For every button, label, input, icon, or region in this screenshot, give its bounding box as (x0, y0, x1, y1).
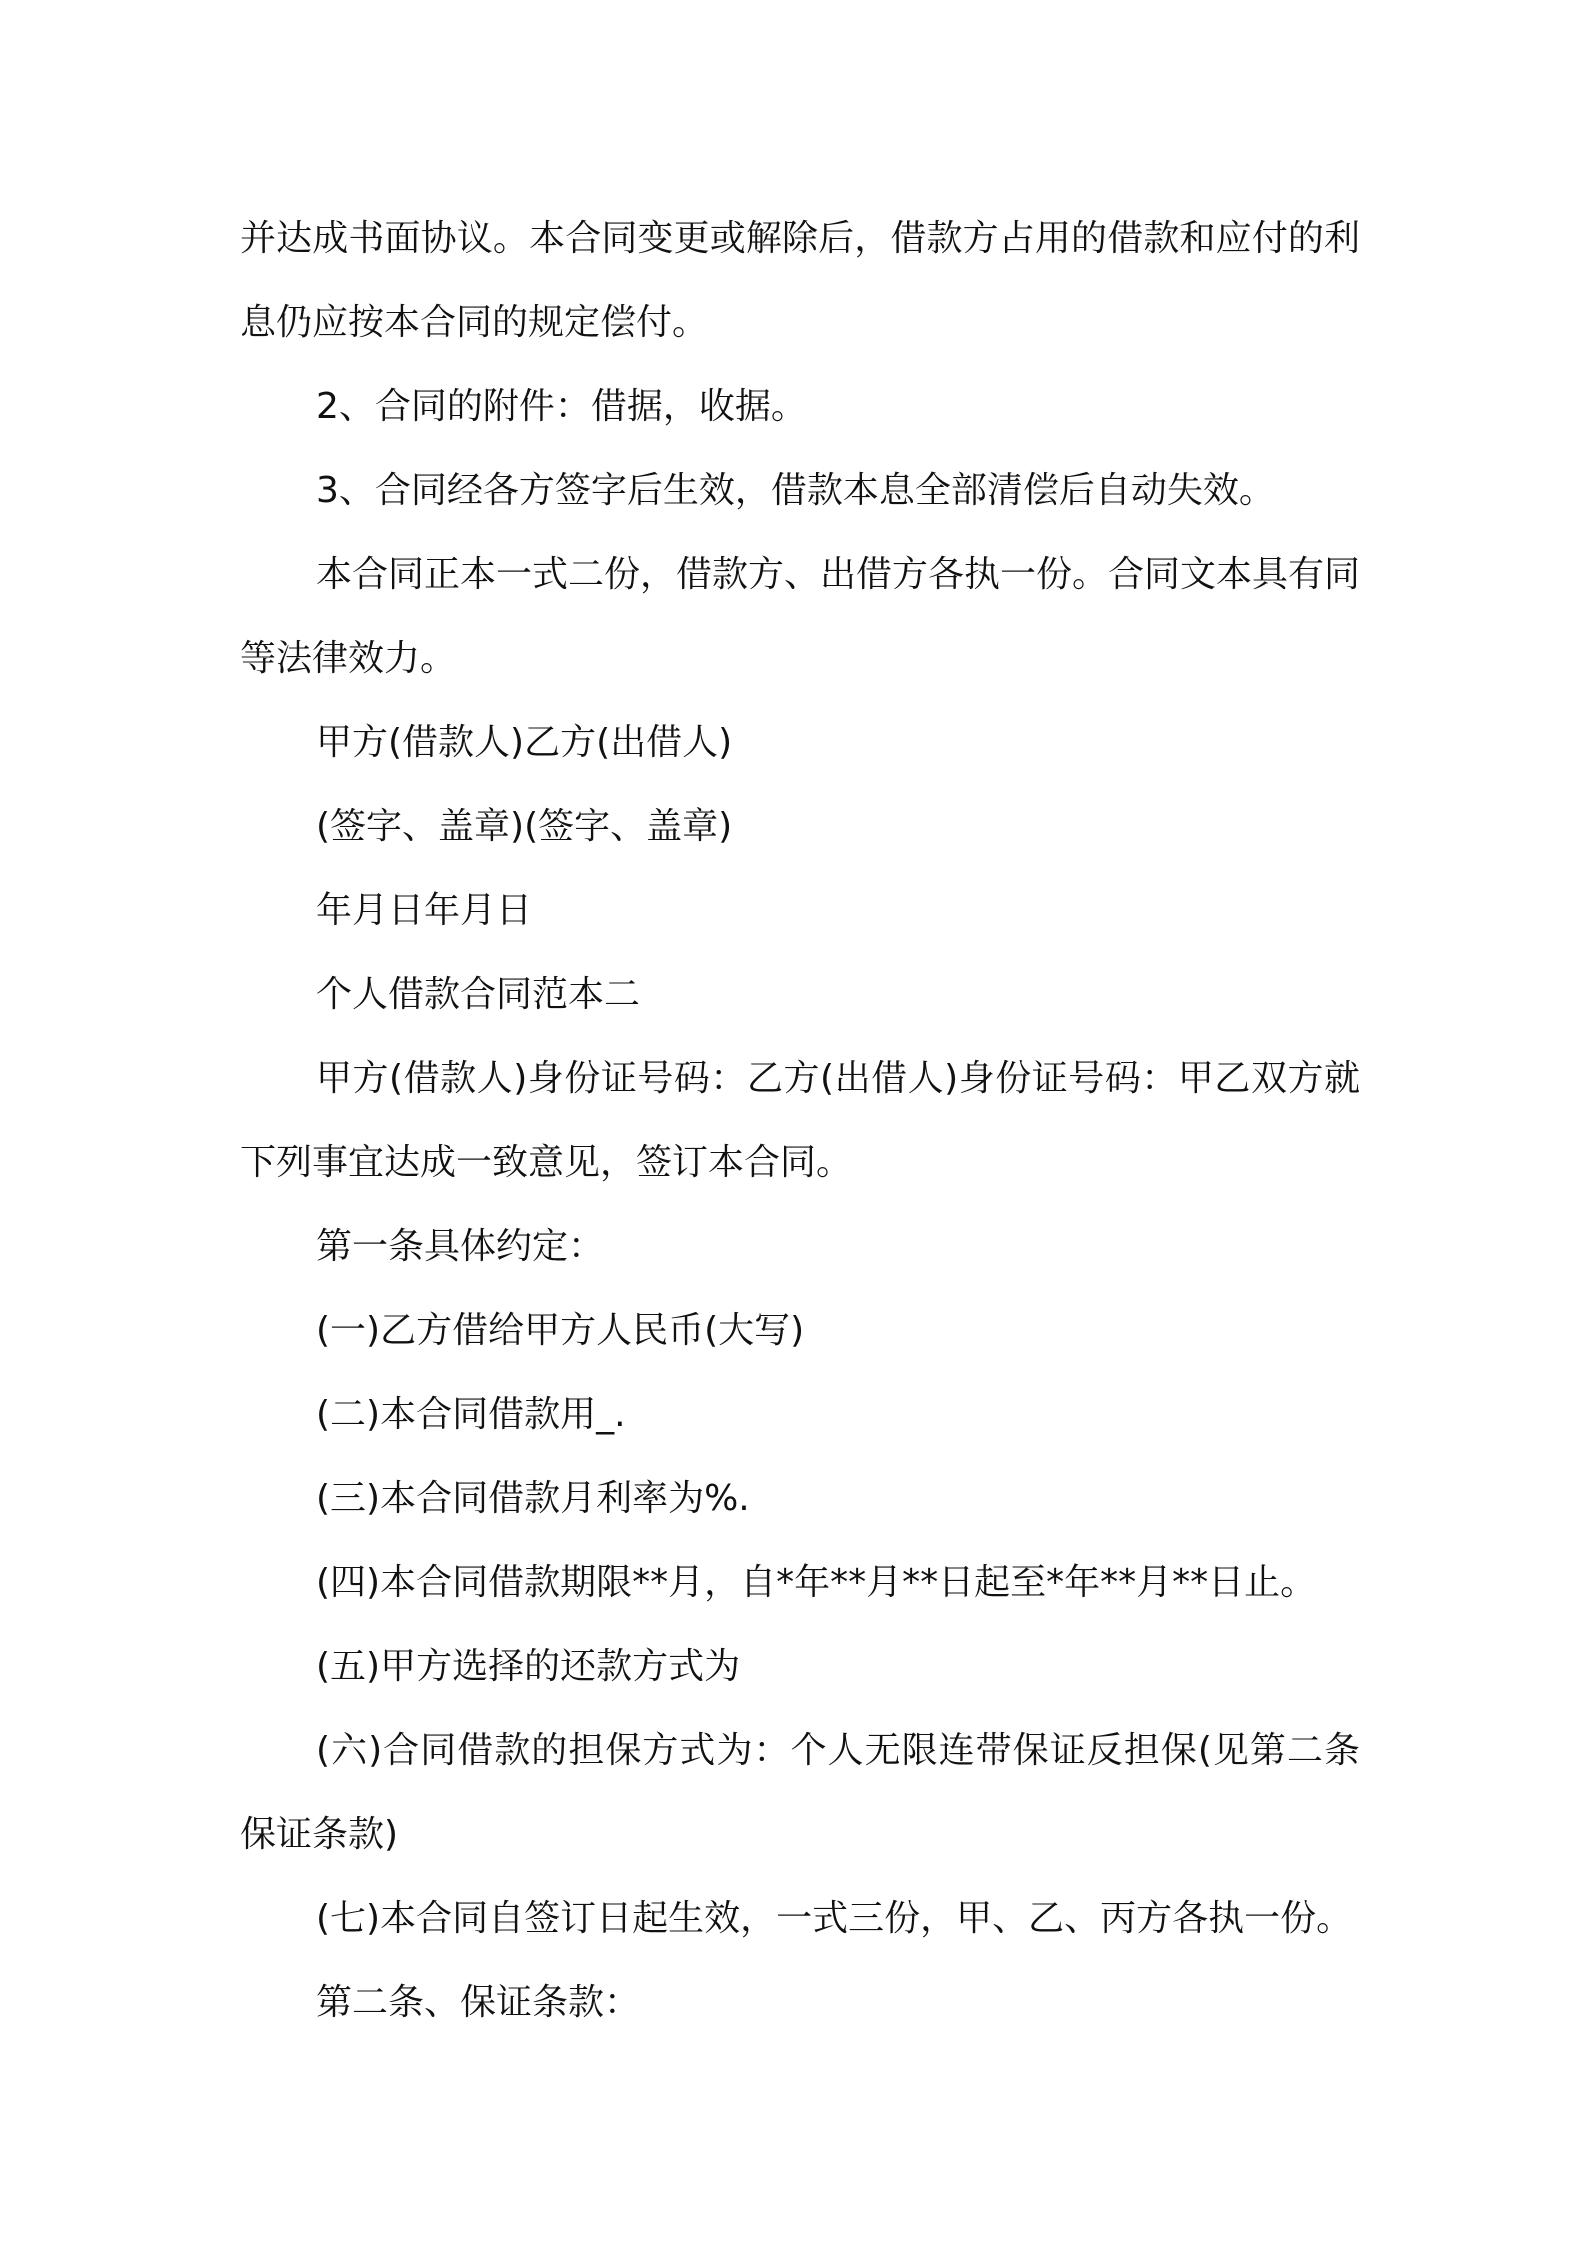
paragraph: 并达成书面协议。本合同变更或解除后，借款方占用的借款和应付的利息仍应按本合同的规定偿付。 (240, 218, 1360, 343)
clause-item: (七)本合同自签订日起生效，一式三份，甲、乙、丙方各执一份。 (316, 1898, 1353, 1939)
clause-item: (二)本合同借款用_. (316, 1394, 626, 1435)
clause-item: (三)本合同借款月利率为%. (316, 1478, 750, 1519)
clause-item: (四)本合同借款期限**月，自*年**月**日起至*年**月**日止。 (316, 1562, 1317, 1603)
paragraph: 本合同正本一式二份，借款方、出借方各执一份。合同文本具有同等法律效力。 (240, 554, 1361, 679)
paragraph: 年月日年月日 (316, 890, 533, 931)
document-body (240, 197, 1360, 2045)
article-heading: 第一条具体约定： (316, 1226, 605, 1267)
clause-item: (五)甲方选择的还款方式为 (316, 1646, 741, 1687)
paragraph: 甲方(借款人)乙方(出借人) (316, 722, 733, 763)
paragraph: 2、合同的附件：借据，收据。 (316, 386, 807, 427)
clause-item: (六)合同借款的担保方式为：个人无限连带保证反担保(见第二条保证条款) (240, 1730, 1360, 1855)
paragraph: 3、合同经各方签字后生效，借款本息全部清偿后自动失效。 (316, 470, 1275, 511)
paragraph: 甲方(借款人)身份证号码：乙方(出借人)身份证号码：甲乙双方就下列事宜达成一致意见，签订本合同。 (240, 1058, 1360, 1183)
article-heading: 第二条、保证条款： (316, 1982, 641, 2023)
section-title: 个人借款合同范本二 (316, 974, 641, 1015)
paragraph: (签字、盖章)(签字、盖章) (316, 806, 733, 847)
clause-item: (一)乙方借给甲方人民币(大写) (316, 1310, 805, 1351)
